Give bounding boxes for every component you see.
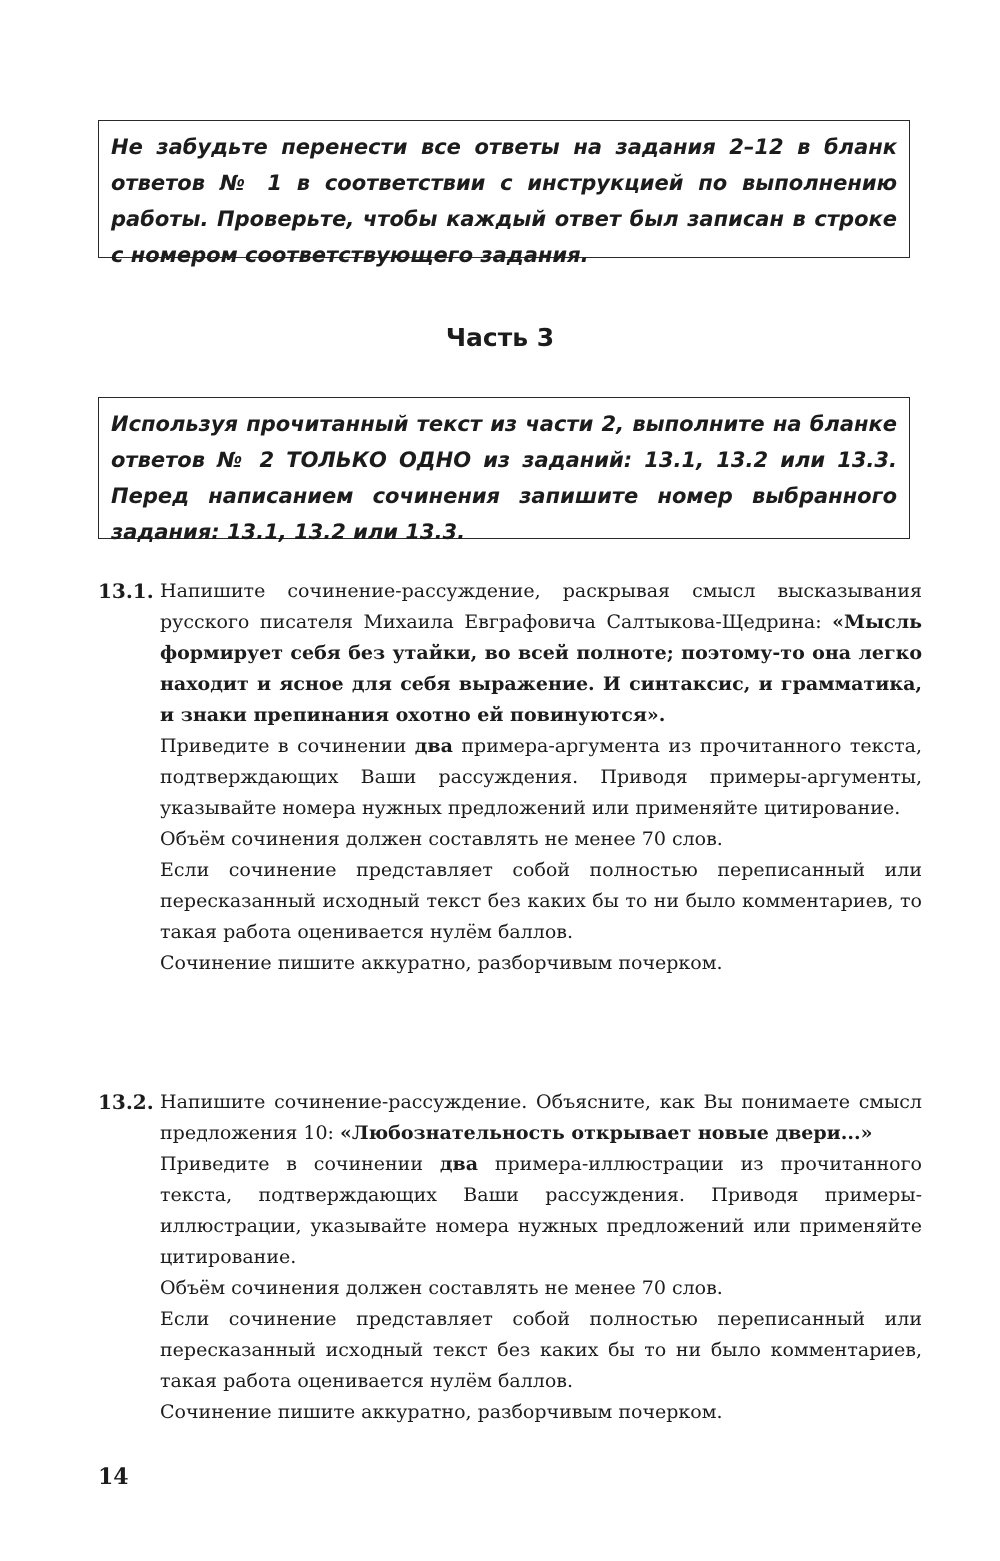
task-warning: Если сочинение представляет собой полностью переписанный или пересказанный исходный текст без каких бы то ни было комментариев, такая работа оценивается нулём баллов.	[160, 1308, 922, 1392]
task-volume: Объём сочинения должен составлять не менее 70 слов.	[160, 828, 723, 850]
task-body	[160, 1087, 922, 1428]
task-number: 13.2.	[98, 1090, 154, 1114]
instruction-text: Используя прочитанный текст из части 2, выполните на бланке ответов № 2 ТОЛЬКО ОДНО из заданий: 13.1, 13.2 или 13.3. Перед написанием сочинения запишите номер выбранного задания: 13.1, 13.2 или 13.3.	[111, 412, 897, 544]
task-handwriting: Сочинение пишите аккуратно, разборчивым почерком.	[160, 952, 723, 974]
examples-count: два	[439, 1153, 479, 1175]
examples-count: два	[414, 735, 453, 757]
examples-text-rest: примера-аргумента из прочитанного текста, подтверждающих Ваши рассуждения. Приводя примеры-аргументы, указывайте номера нужных предложений или применяйте цитирование.	[160, 735, 922, 819]
task-intro: Напишите сочинение-рассуждение. Объясните, как Вы понимаете смысл предложения 10:	[160, 1091, 922, 1144]
task-13-1	[98, 576, 928, 979]
instruction-box	[98, 397, 910, 544]
examples-text: Приведите в сочинении	[160, 735, 415, 757]
task-body	[160, 576, 922, 979]
notice-text: Не забудьте перенести все ответы на задания 2–12 в бланк ответов № 1 в соответствии с инструкцией по выполнению работы. Проверьте, чтобы каждый ответ был записан в строке с номером соответствующего задания.	[111, 135, 897, 267]
page-number: 14	[98, 1464, 129, 1490]
task-prompt	[160, 576, 922, 731]
task-number: 13.1.	[98, 579, 154, 603]
task-intro: Напишите сочинение-рассуждение, раскрывая смысл высказывания русского писателя Михаила Евграфовича Салтыкова-Щедрина:	[160, 580, 922, 633]
task-13-2	[98, 1087, 928, 1428]
notice-box	[98, 120, 910, 267]
task-quote: «Любознательность открывает новые двери...»	[339, 1122, 873, 1144]
task-volume: Объём сочинения должен составлять не менее 70 слов.	[160, 1277, 723, 1299]
task-handwriting: Сочинение пишите аккуратно, разборчивым почерком.	[160, 1401, 723, 1423]
task-examples	[160, 1149, 922, 1273]
part-title: Часть 3	[445, 323, 555, 352]
task-examples	[160, 731, 922, 824]
examples-text: Приведите в сочинении	[160, 1153, 440, 1175]
task-warning: Если сочинение представляет собой полностью переписанный или пересказанный исходный текст без каких бы то ни было комментариев, то такая работа оценивается нулём баллов.	[160, 859, 922, 943]
examples-text-rest: примера-иллюстрации из прочитанного текста, подтверждающих Ваши рассуждения. Приводя примеры-иллюстрации, указывайте номера нужных предложений или применяйте цитирование.	[160, 1153, 922, 1268]
task-quote: «Мысль формирует себя без утайки, во всей полноте; поэтому-то она легко находит и ясное для себя выражение. И синтаксис, и грамматика, и знаки препинания охотно ей повинуются».	[160, 611, 922, 726]
task-prompt	[160, 1087, 922, 1149]
